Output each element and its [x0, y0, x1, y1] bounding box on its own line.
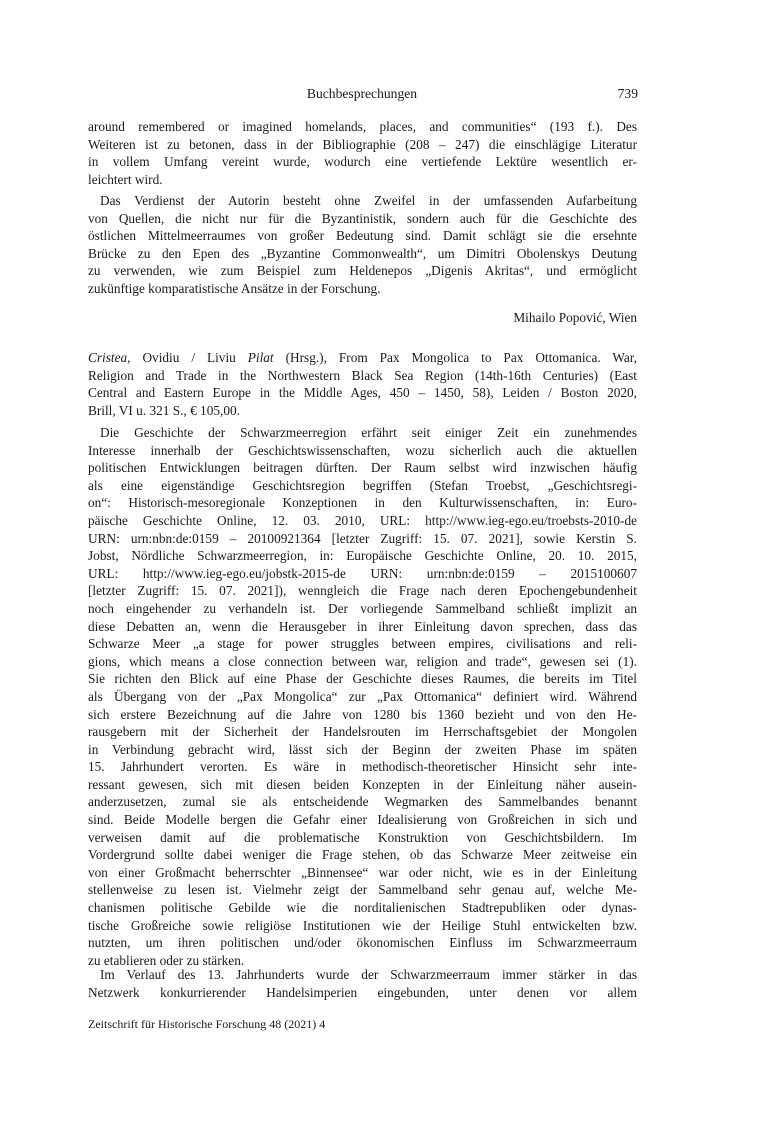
text-line: Im Verlauf des 13. Jahrhunderts wurde der Schwarzmeerraum immer stärker in das [100, 967, 637, 982]
text-line: Weiteren ist zu betonen, dass in der Bibliographie (208 – 247) die einschlägige Literatur [88, 136, 637, 152]
text-line: chanismen politische Gebilde wie die norditalienischen Stadtrepubliken oder dynas- [88, 900, 637, 916]
paragraph-4 [88, 966, 637, 1001]
citation-line: Religion and Trade in the Northwestern Black Sea Region (14th-16th Centuries) (East [88, 367, 637, 383]
citation-line: Central and Eastern Europe in the Middle Ages, 450 – 1450, 58), Leiden / Boston 2020, [88, 385, 637, 401]
text-line: päische Geschichte Online, 12. 03. 2010, URL: http://www.ieg-ego.eu/troebsts-2010-de [88, 512, 637, 528]
page-number: 739 [617, 86, 638, 101]
text-line: URN: urn:nbn:de:0159 – 20100921364 [letzter Zugriff: 15. 07. 2021], sowie Kerstin S. [88, 530, 637, 546]
text-line: around remembered or imagined homelands, places, and communities“ (193 f.). Des [88, 119, 637, 134]
text-line: nutzten, um ihren politischen und/oder ökonomischen Einfluss im Schwarzmeerraum [88, 935, 637, 951]
text-line: URL: http://www.ieg-ego.eu/jobstk-2015-de URN: urn:nbn:de:0159 – 2015100607 [88, 565, 637, 581]
text-line: on“: Historisch-mesoregionale Konzeptionen in den Kulturwissenschaften, in: Euro- [88, 495, 637, 511]
journal-footer: Zeitschrift für Historische Forschung 48 (2021) 4 [88, 1017, 326, 1031]
citation-line: Cristea, Ovidiu / Liviu Pilat (Hrsg.), From Pax Mongolica to Pax Ottomanica. War, [88, 350, 637, 365]
text-line: Interesse innerhalb der Geschichtswissenschaften, wozu sicherlich auch die aktuellen [88, 442, 637, 458]
paragraph-2 [88, 192, 637, 298]
text-line: Schwarze Meer „a stage for power struggles between empires, civilisations and reli- [88, 636, 637, 652]
running-head-title: Buchbesprechungen [306, 86, 418, 101]
text-line: Netzwerk konkurrierender Handelsimperien eingebunden, unter denen vor allem [88, 984, 637, 1000]
text-line: anderzusetzen, zumal sie als entscheidende Wegmarken des Sammelbandes benannt [88, 794, 637, 810]
paragraph-3 [88, 424, 637, 969]
text-line: als eine eigenständige Geschichtsregion begriffen (Stefan Troebst, „Geschichtsregi- [88, 477, 637, 493]
text-line: 15. Jahrhundert verorten. Es wäre in methodisch-theoretischer Hinsicht sehr inte- [88, 759, 637, 775]
text-line: östlichen Mittelmeerraumes von großer Bedeutung sind. Damit schlägt sie die ersehnte [88, 228, 637, 244]
text-line: diese Debatten an, wenn die Herausgeber in ihrer Einleitung davon sprechen, dass das [88, 618, 637, 634]
text-line: gions, which means a close connection between war, religion and trade“, gewesen sei (1). [88, 653, 637, 669]
text-line: sich erstere Bezeichnung auf die Jahre von 1280 bis 1360 bezieht und von den He- [88, 706, 637, 722]
text-line: zukünftige komparatistische Ansätze in der Forschung. [88, 280, 381, 296]
text-line: noch eingehender zu verhandeln ist. Der vorliegende Sammelband schließt implizit an [88, 600, 637, 616]
text-line: Vordergrund sollte dabei weniger die Frage stehen, ob das Schwarze Meer zeitweise ein [88, 847, 637, 863]
running-head [86, 86, 638, 104]
text-line: Das Verdienst der Autorin besteht ohne Zweifel in der umfassenden Aufarbeitung [100, 193, 637, 208]
text-line: leichtert wird. [88, 171, 163, 187]
text-line: Jobst, Nördliche Schwarzmeerregion, in: Europäische Geschichte Online, 20. 10. 2015, [88, 548, 637, 564]
text-line: in Verbindung gebracht wird, lässt sich der Beginn der zweiten Phase im späten [88, 741, 637, 757]
text-line: Die Geschichte der Schwarzmeerregion erfährt seit einiger Zeit ein zunehmendes [100, 425, 637, 440]
text-line: in vollem Umfang vereint wurde, wodurch eine vertiefende Lektüre wesentlich er- [88, 154, 637, 170]
text-line: sind. Beide Modelle bergen die Gefahr einer Idealisierung von Großreichen in sich und [88, 812, 637, 828]
text-line: Brücke zu den Epen des „Byzantine Commonwealth“, um Dimitri Obolenskys Deutung [88, 245, 637, 261]
text-line: ressant gewesen, sich mit diesen beiden Konzepten in der Einleitung näher ausein- [88, 776, 637, 792]
text-line: als Übergang von der „Pax Mongolica“ zur „Pax Ottomanica“ definiert wird. Während [88, 688, 637, 704]
text-line: politischen Entwicklungen beitragen dürften. Der Raum selbst wird inzwischen häufig [88, 460, 637, 476]
paragraph-1 [88, 118, 637, 188]
review-signature: Mihailo Popović, Wien [513, 310, 637, 325]
text-line: rausgebern mit der Sicherheit der Handelsrouten im Herrschaftsgebiet der Mongolen [88, 724, 637, 740]
text-line: stellenweise zu lesen ist. Vielmehr zeigt der Sammelband sehr genau auf, welche Me- [88, 882, 637, 898]
editor-1: Cristea [88, 350, 128, 365]
editor-2: Pilat [247, 350, 274, 365]
text-line: [letzter Zugriff: 15. 07. 2021]), wenngleich die Frage nach deren Epochengebundenheit [88, 583, 637, 599]
text-line: verweisen damit auf die problematische Konstruktion von Geschichtsbildern. Im [88, 829, 637, 845]
text-line: Sie richten den Blick auf eine Phase der Geschichte dieses Raumes, die bereits im Titel [88, 671, 637, 687]
text-line: zu verwenden, wie zum Beispiel zum Heldenepos „Digenis Akritas“, und ermöglicht [88, 263, 637, 279]
text-line: tische Großreiche sowie religiöse Institutionen wie der Heilige Stuhl entwickelten bzw. [88, 917, 637, 933]
book-citation [88, 349, 637, 419]
citation-line: Brill, VI u. 321 S., € 105,00. [88, 402, 240, 418]
text-line: zu etablieren oder zu stärken. [88, 952, 245, 968]
text-line: von einer Großmacht beherrschter „Binnensee“ war oder nicht, wie es in der Einleitung [88, 864, 637, 880]
text-line: von Quellen, die nicht nur für die Byzantinistik, sondern auch für die Geschichte des [88, 210, 637, 226]
